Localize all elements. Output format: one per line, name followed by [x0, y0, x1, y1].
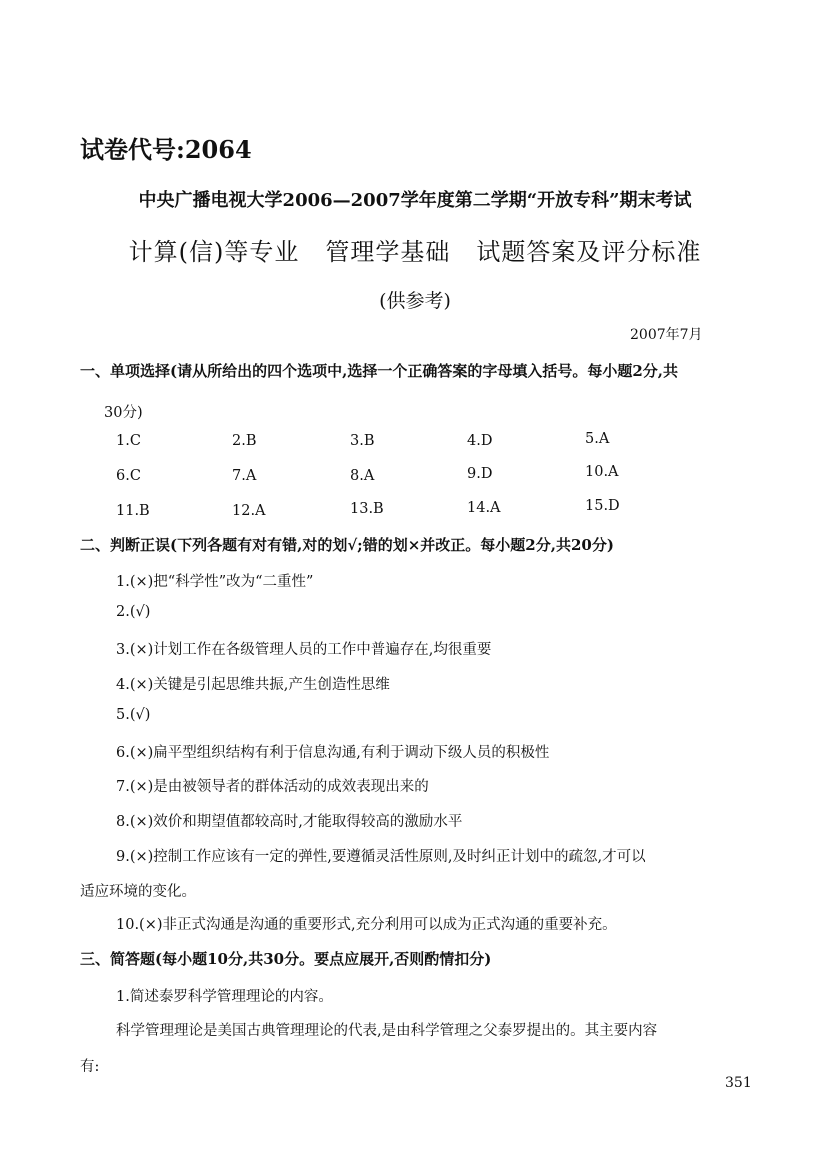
school-exam-line: 中央广播电视大学2006—2007学年度第二学期“开放专科”期末考试 [138, 190, 692, 211]
answer-cell: 3.B [350, 433, 375, 449]
subject-majors: 计算(信)等专业 [128, 238, 300, 266]
exam-date: 2007年7月 [630, 327, 703, 343]
answer-cell: 14.A [467, 500, 501, 516]
answer-cell: 12.A [232, 503, 266, 519]
judgment-item-cont: 适应环境的变化。 [80, 884, 196, 900]
judgment-item: 9.(×)控制工作应该有一定的弹性,要遵循灵活性原则,及时纠正计划中的疏忽,才可以 [116, 849, 646, 865]
answer-cell: 6.C [116, 468, 141, 484]
question-1: 1.简述泰罗科学管理理论的内容。 [116, 989, 333, 1005]
answer-cell: 1.C [116, 433, 141, 449]
judgment-item: 5.(√) [116, 707, 151, 723]
page-number: 351 [725, 1075, 752, 1091]
answer-cell: 13.B [350, 501, 384, 517]
judgment-item: 2.(√) [116, 604, 151, 620]
section3-title: 三、简答题(每小题10分,共30分。要点应展开,否则酌情扣分) [80, 950, 492, 968]
subject-course: 管理学基础 [325, 238, 451, 266]
answer-text: 科学管理理论是美国古典管理理论的代表,是由科学管理之父泰罗提出的。其主要内容 [116, 1023, 658, 1039]
judgment-item: 7.(×)是由被领导者的群体活动的成效表现出来的 [116, 779, 429, 795]
section2-title: 二、判断正误(下列各题有对有错,对的划√;错的划×并改正。每小题2分,共20分) [80, 536, 614, 554]
section1-title-cont: 30分) [104, 405, 143, 421]
answer-cell: 5.A [585, 431, 610, 447]
answer-cell: 9.D [467, 466, 493, 482]
answer-text-cont: 有: [80, 1059, 100, 1075]
judgment-item: 1.(×)把“科学性”改为“二重性” [116, 574, 314, 590]
subject-doc-type: 试题答案及评分标准 [476, 238, 702, 266]
answer-cell: 10.A [585, 464, 619, 480]
answer-cell: 15.D [585, 498, 620, 514]
answer-cell: 7.A [232, 468, 257, 484]
reference-note: (供参考) [379, 290, 451, 312]
judgment-item: 10.(×)非正式沟通是沟通的重要形式,充分利用可以成为正式沟通的重要补充。 [116, 917, 617, 933]
section1-title: 一、单项选择(请从所给出的四个选项中,选择一个正确答案的字母填入括号。每小题2分,共 [80, 362, 678, 380]
answer-cell: 11.B [116, 503, 150, 519]
judgment-item: 6.(×)扁平型组织结构有利于信息沟通,有利于调动下级人员的积极性 [116, 745, 550, 761]
judgment-item: 3.(×)计划工作在各级管理人员的工作中普遍存在,均很重要 [116, 642, 492, 658]
answer-cell: 4.D [467, 433, 493, 449]
answer-cell: 2.B [232, 433, 257, 449]
judgment-item: 8.(×)效价和期望值都较高时,才能取得较高的激励水平 [116, 814, 463, 830]
subject-title [0, 232, 830, 267]
answer-cell: 8.A [350, 468, 375, 484]
paper-code: 试卷代号:2064 [80, 135, 252, 164]
judgment-item: 4.(×)关键是引起思维共振,产生创造性思维 [116, 677, 390, 693]
